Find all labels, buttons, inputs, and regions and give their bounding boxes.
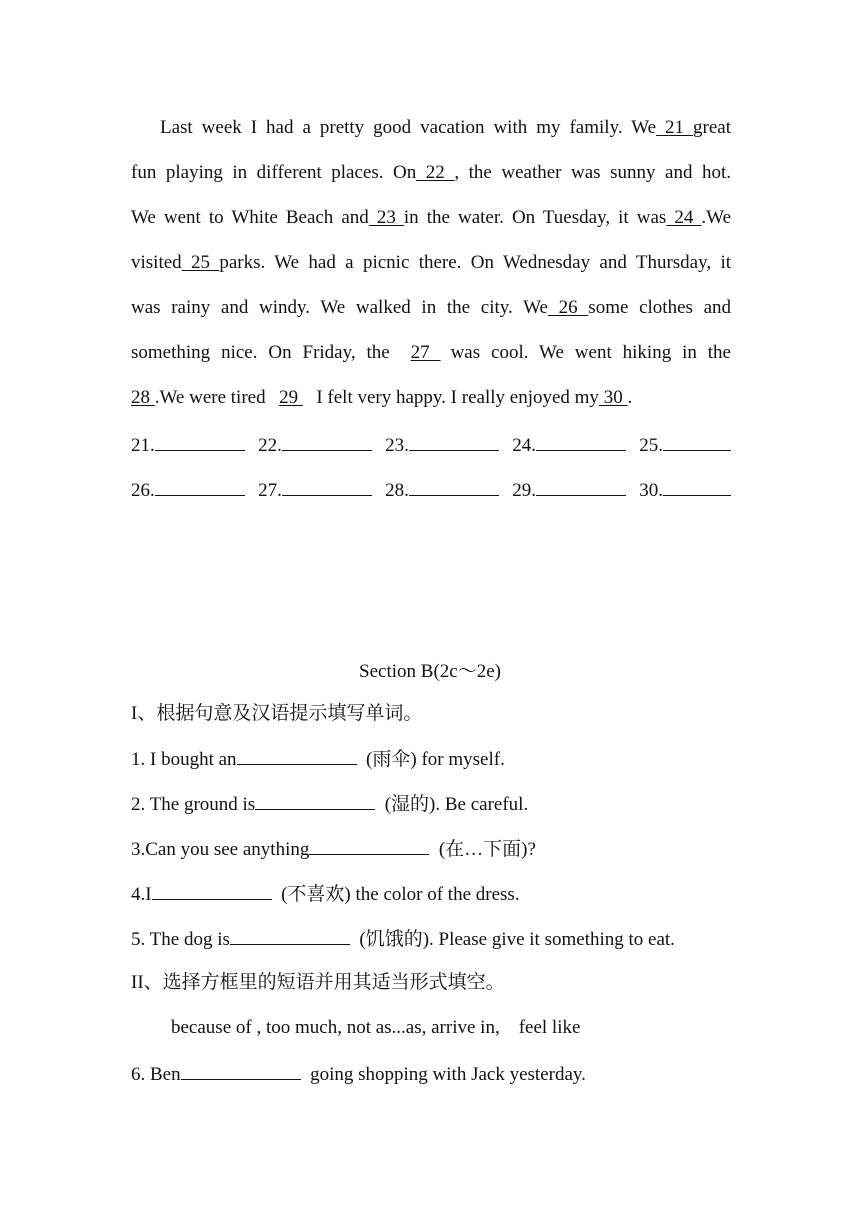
question-2 bbox=[131, 791, 731, 817]
blank-25: 25 bbox=[181, 252, 220, 273]
answer-row-2 bbox=[131, 477, 731, 503]
question-text: 6. Ben bbox=[131, 1064, 181, 1085]
answer-29[interactable] bbox=[512, 477, 626, 503]
phrase-box: because of , too much, not as...as, arrive in, feel like bbox=[171, 1017, 581, 1038]
passage-line-7 bbox=[131, 386, 731, 410]
answer-30[interactable] bbox=[639, 477, 731, 503]
answer-number: 30. bbox=[639, 480, 663, 501]
section-title: Section B(2c～2e) bbox=[359, 661, 501, 682]
text: , the weather was sunny and hot. bbox=[454, 162, 732, 183]
passage-line-3 bbox=[131, 206, 731, 230]
question-text: 4.I bbox=[131, 884, 152, 905]
answer-number: 29. bbox=[512, 480, 536, 501]
question-hint: (在…下面)? bbox=[434, 839, 536, 860]
question-text: 1. I bought an bbox=[131, 749, 237, 770]
passage-line-6 bbox=[131, 341, 731, 365]
answer-blank-5[interactable] bbox=[230, 926, 350, 945]
passage-line-1 bbox=[131, 116, 731, 140]
question-hint: (不喜欢) the color of the dress. bbox=[276, 884, 520, 905]
text: in the water. On Tuesday, it was bbox=[403, 207, 667, 228]
blank-21: 21 bbox=[656, 117, 694, 138]
text: was rainy and windy. We walked in the city. We bbox=[131, 297, 548, 318]
question-hint: going shopping with Jack yesterday. bbox=[305, 1064, 586, 1085]
blank-27: 27 bbox=[410, 342, 441, 363]
passage-line-5 bbox=[131, 296, 731, 320]
answer-24[interactable] bbox=[512, 432, 626, 458]
answer-25[interactable] bbox=[639, 432, 731, 458]
answer-27[interactable] bbox=[258, 477, 372, 503]
blank-29: 29 bbox=[279, 387, 303, 408]
text: great bbox=[693, 117, 731, 138]
answer-blank-3[interactable] bbox=[309, 836, 429, 855]
blank-22: 22 bbox=[416, 162, 455, 183]
answer-number: 25. bbox=[639, 435, 663, 456]
text: We went to White Beach and bbox=[131, 207, 369, 228]
text: Last week I had a pretty good vacation with my family. We bbox=[160, 117, 657, 138]
answer-number: 22. bbox=[258, 435, 282, 456]
text: visited bbox=[131, 252, 182, 273]
blank-23: 23 bbox=[368, 207, 404, 228]
text: .We bbox=[701, 207, 732, 228]
answer-number: 27. bbox=[258, 480, 282, 501]
question-3 bbox=[131, 836, 731, 862]
text: some clothes and bbox=[588, 297, 731, 318]
question-hint: (饥饿的). Please give it something to eat. bbox=[354, 929, 675, 950]
answer-row-1 bbox=[131, 432, 731, 458]
text: .We were tired bbox=[154, 387, 266, 408]
question-hint: (湿的). Be careful. bbox=[379, 794, 529, 815]
text: something nice. On Friday, the bbox=[131, 342, 390, 363]
text: I felt very happy. I really enjoyed my bbox=[316, 387, 599, 408]
blank-24: 24 bbox=[666, 207, 702, 228]
answer-number: 26. bbox=[131, 480, 155, 501]
answer-26[interactable] bbox=[131, 477, 245, 503]
part1-heading: I、根据句意及汉语提示填写单词。 bbox=[131, 703, 423, 724]
question-5 bbox=[131, 926, 731, 952]
answer-28[interactable] bbox=[385, 477, 499, 503]
part2-heading: II、选择方框里的短语并用其适当形式填空。 bbox=[131, 972, 505, 993]
question-6 bbox=[131, 1061, 731, 1087]
answer-blank-4[interactable] bbox=[152, 881, 272, 900]
text: . bbox=[627, 387, 633, 408]
question-text: 2. The ground is bbox=[131, 794, 256, 815]
passage-line-2 bbox=[131, 161, 731, 185]
answer-22[interactable] bbox=[258, 432, 372, 458]
text: was cool. We went hiking in the bbox=[450, 342, 731, 363]
question-4 bbox=[131, 881, 731, 907]
passage-line-4 bbox=[131, 251, 731, 275]
blank-30: 30 bbox=[598, 387, 628, 408]
answer-23[interactable] bbox=[385, 432, 499, 458]
answer-number: 23. bbox=[385, 435, 409, 456]
question-text: 3.Can you see anything bbox=[131, 839, 310, 860]
blank-26: 26 bbox=[547, 297, 589, 318]
answer-number: 24. bbox=[512, 435, 536, 456]
answer-blank-1[interactable] bbox=[237, 746, 357, 765]
blank-28: 28 bbox=[131, 387, 155, 408]
answer-blank-6[interactable] bbox=[181, 1061, 301, 1080]
answer-number: 21. bbox=[131, 435, 155, 456]
answer-21[interactable] bbox=[131, 432, 245, 458]
question-hint: (雨伞) for myself. bbox=[361, 749, 505, 770]
text: parks. We had a picnic there. On Wednesday and Thursday, it bbox=[219, 252, 732, 273]
question-text: 5. The dog is bbox=[131, 929, 230, 950]
question-1 bbox=[131, 746, 731, 772]
answer-blank-2[interactable] bbox=[255, 791, 375, 810]
text: fun playing in different places. On bbox=[131, 162, 417, 183]
answer-number: 28. bbox=[385, 480, 409, 501]
